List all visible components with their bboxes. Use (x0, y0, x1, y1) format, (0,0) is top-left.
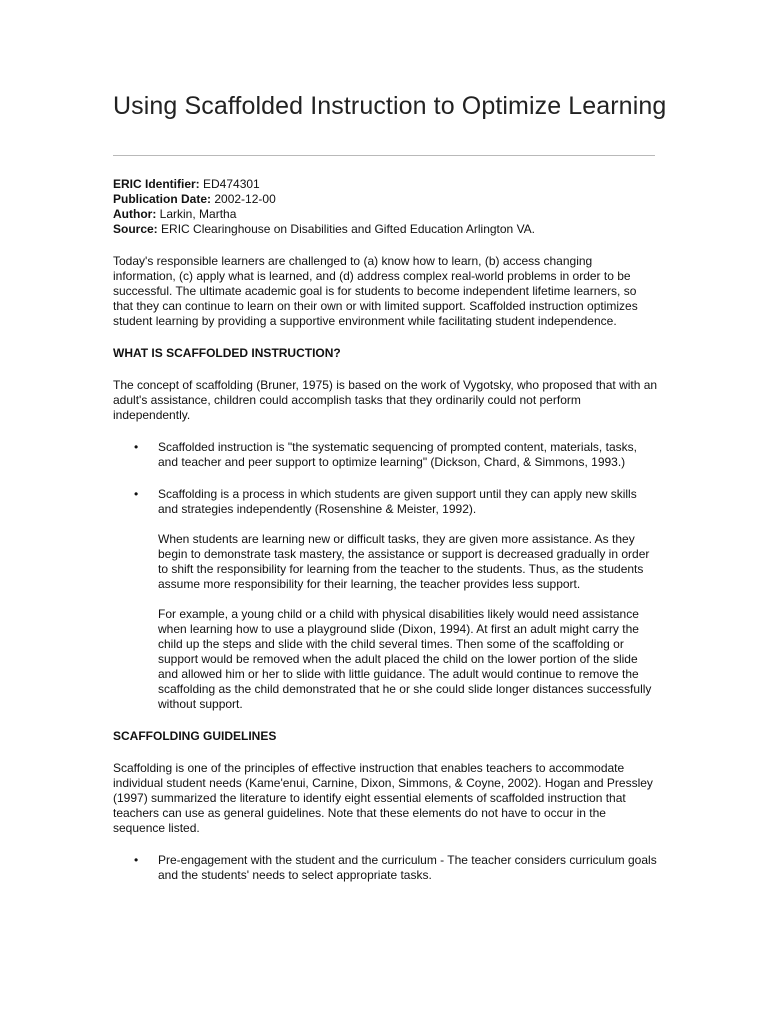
eric-identifier-value: ED474301 (203, 177, 260, 191)
list-item (113, 487, 658, 712)
source-value: ERIC Clearinghouse on Disabilities and Gifted Education Arlington VA. (161, 222, 536, 236)
eric-identifier-label: ERIC Identifier: (113, 177, 200, 191)
definition-list (113, 440, 658, 712)
bullet-icon: • (134, 440, 139, 454)
author-value: Larkin, Martha (159, 207, 237, 221)
author-label: Author: (113, 207, 157, 221)
list-item (113, 853, 658, 883)
eric-identifier (113, 177, 658, 192)
page-title: Using Scaffolded Instruction to Optimize Learning (113, 92, 667, 120)
publication-date-label: Publication Date: (113, 192, 212, 206)
metadata-block (113, 177, 658, 237)
list-item (113, 440, 658, 470)
document-body (113, 177, 658, 900)
list-item-text: Pre-engagement with the student and the curriculum - The teacher considers curriculum goals and the students' needs to select appropriate tasks. (158, 853, 657, 882)
source (113, 222, 658, 237)
publication-date-value: 2002-12-00 (214, 192, 276, 206)
list-item-text: Scaffolded instruction is "the systematic sequencing of prompted content, materials, tasks, and teacher and peer support to optimize learning" (Dickson, Chard, & Simmons, 1993.) (158, 440, 637, 469)
section-paragraph: The concept of scaffolding (Bruner, 1975) is based on the work of Vygotsky, who proposed that with an adult's assistance, children could accomplish tasks that they ordinarily could not perform independently. (113, 378, 658, 422)
section-heading-guidelines: SCAFFOLDING GUIDELINES (113, 729, 277, 743)
list-item-text: Scaffolding is a process in which students are given support until they can apply new skills and strategies independently (Rosenshine & Meister, 1992). (158, 487, 637, 516)
bullet-icon: • (134, 853, 139, 867)
bullet-icon: • (134, 487, 139, 501)
publication-date (113, 192, 658, 207)
list-item-text: For example, a young child or a child with physical disabilities likely would need assistance when learning how to use a playground slide (Dixon, 1994). At first an adult might carry the child up the steps and slide with the child several times. Then some of the scaffolding or support would be removed when the adult placed the child on the lower portion of the slide and allowed him or her to slide with little guidance. The adult would continue to remove the scaffolding as the child demonstrated that he or she could slide longer distances successfully without support. (158, 607, 652, 711)
source-label: Source: (113, 222, 158, 236)
author (113, 207, 658, 222)
list-item-text: When students are learning new or difficult tasks, they are given more assistance. As they begin to demonstrate task mastery, the assistance or support is decreased gradually in order to shift the responsibility for learning from the teacher to the students. Thus, as the students assume more responsibility for their learning, the teacher provides less support. (158, 532, 650, 591)
guidelines-list (113, 853, 658, 883)
section-heading-what-is: WHAT IS SCAFFOLDED INSTRUCTION? (113, 346, 341, 360)
intro-paragraph: Today's responsible learners are challenged to (a) know how to learn, (b) access changing information, (c) apply what is learned, and (d) address complex real-world problems in order to be successful. The ultimate academic goal is for students to become independent lifetime learners, so that they can continue to learn on their own or with limited support. Scaffolded instruction optimizes student learning by providing a supportive environment while facilitating student independence. (113, 254, 638, 328)
title-divider (113, 155, 655, 156)
section-paragraph: Scaffolding is one of the principles of effective instruction that enables teachers to accommodate individual student needs (Kame'enui, Carnine, Dixon, Simmons, & Coyne, 2002). Hogan and Pressley (1997) summarized the literature to identify eight essential elements of scaffolded instruction that teachers can use as general guidelines. Note that these elements do not have to occur in the sequence listed. (113, 761, 653, 835)
